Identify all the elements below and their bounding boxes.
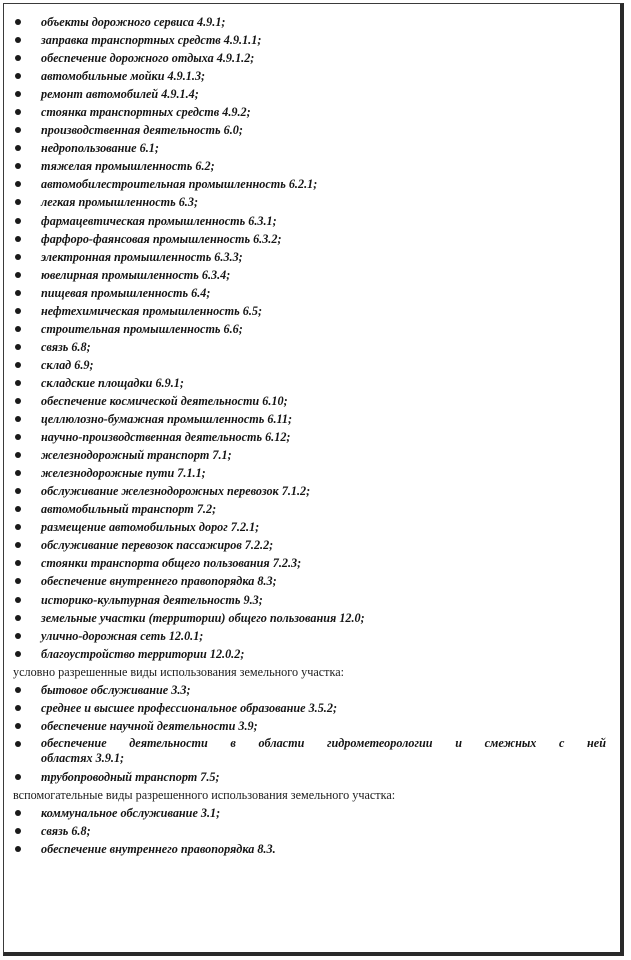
list-item-text: недропользование 6.1;	[41, 141, 159, 156]
list-item	[4, 175, 620, 193]
list-item-text: земельные участки (территории) общего пользования 12.0;	[41, 610, 365, 625]
list-item	[4, 157, 620, 175]
list-item-text: объекты дорожного сервиса 4.9.1;	[41, 15, 226, 29]
document-page	[3, 3, 624, 956]
bullet-icon	[15, 723, 21, 729]
bullet-icon	[15, 236, 21, 242]
list-item-text: железнодорожные пути 7.1.1;	[41, 466, 206, 481]
list-item-text: обеспечение дорожного отдыха 4.9.1.2;	[41, 51, 255, 66]
list-item-text: обслуживание железнодорожных перевозок 7.1.2;	[41, 484, 311, 499]
list-item	[4, 193, 620, 211]
list-item-text: обслуживание перевозок пассажиров 7.2.2;	[41, 538, 274, 553]
list-item	[4, 338, 620, 356]
list-item-text: размещение автомобильных дорог 7.2.1;	[41, 520, 260, 535]
list-item	[4, 139, 620, 157]
bullet-icon	[15, 272, 21, 278]
bullet-icon	[15, 506, 21, 512]
list-item	[4, 840, 620, 858]
bullet-icon	[15, 398, 21, 404]
list-item	[4, 735, 620, 768]
list-item-text: производственная деятельность 6.0;	[41, 123, 243, 138]
list-item-text: автомобилестроительная промышленность 6.2.1;	[41, 177, 318, 192]
list-item-text: научно-производственная деятельность 6.12;	[41, 430, 291, 445]
list-item-text: целлюлозно-бумажная промышленность 6.11;	[41, 412, 293, 427]
list-item-text: электронная промышленность 6.3.3;	[41, 249, 243, 264]
list-item-text: легкая промышленность 6.3;	[41, 195, 199, 210]
list-item	[4, 572, 620, 590]
list-item-text: среднее и высшее профессиональное образование 3.5.2;	[41, 700, 338, 715]
bullet-icon	[15, 199, 21, 205]
bullet-icon	[15, 741, 21, 747]
list-item	[4, 212, 620, 230]
list-item	[4, 284, 620, 302]
bullet-icon	[15, 434, 21, 440]
list-item	[4, 31, 620, 49]
bullet-icon	[15, 109, 21, 115]
bullet-icon	[15, 810, 21, 816]
bullet-icon	[15, 73, 21, 79]
list-item-text: обеспечение внутреннего правопорядка 8.3.	[41, 841, 276, 856]
bullet-icon	[15, 470, 21, 476]
bullet-icon	[15, 774, 21, 780]
list-item-text: коммунальное обслуживание 3.1;	[41, 805, 221, 820]
bullet-icon	[15, 218, 21, 224]
list-item	[4, 822, 620, 840]
permitted-uses-list	[4, 13, 620, 663]
list-item-text: историко-культурная деятельность 9.3;	[41, 592, 263, 607]
document-content	[4, 13, 620, 858]
list-item-text: ювелирная промышленность 6.3.4;	[41, 267, 231, 282]
bullet-icon	[15, 308, 21, 314]
list-item	[4, 103, 620, 121]
list-item	[4, 554, 620, 572]
list-item-text: стоянка транспортных средств 4.9.2;	[41, 105, 251, 120]
list-item	[4, 85, 620, 103]
list-item	[4, 627, 620, 645]
bullet-icon	[15, 37, 21, 43]
list-item	[4, 591, 620, 609]
list-item-text: связь 6.8;	[41, 823, 91, 838]
list-item-text: автомобильные мойки 4.9.1.3;	[41, 69, 206, 84]
list-item	[4, 392, 620, 410]
bullet-icon	[15, 163, 21, 169]
list-item-text: бытовое обслуживание 3.3;	[41, 682, 191, 697]
list-item	[4, 121, 620, 139]
list-item-text: складские площадки 6.9.1;	[41, 375, 184, 390]
list-item-text: стоянки транспорта общего пользования 7.2.3;	[41, 556, 302, 571]
bullet-icon	[15, 705, 21, 711]
list-item	[4, 699, 620, 717]
bullet-icon	[15, 828, 21, 834]
list-item-text: строительная промышленность 6.6;	[41, 321, 243, 336]
list-item	[4, 248, 620, 266]
list-item-text: автомобильный транспорт 7.2;	[41, 502, 217, 517]
list-item-text: благоустройство территории 12.0.2;	[41, 646, 245, 661]
bullet-icon	[15, 380, 21, 386]
list-item	[4, 230, 620, 248]
list-item	[4, 13, 620, 31]
bullet-icon	[15, 651, 21, 657]
list-item-text: трубопроводный транспорт 7.5;	[41, 769, 220, 784]
bullet-icon	[15, 488, 21, 494]
list-item-text: нефтехимическая промышленность 6.5;	[41, 303, 263, 318]
list-item	[4, 681, 620, 699]
list-item-text: тяжелая промышленность 6.2;	[41, 159, 215, 174]
list-item-text: обеспечение научной деятельности 3.9;	[41, 718, 258, 733]
list-item	[4, 67, 620, 85]
bullet-icon	[15, 254, 21, 260]
bullet-icon	[15, 290, 21, 296]
list-item-text: связь 6.8;	[41, 339, 91, 354]
list-item	[4, 302, 620, 320]
bullet-icon	[15, 91, 21, 97]
bullet-icon	[15, 542, 21, 548]
bullet-icon	[15, 560, 21, 566]
bullet-icon	[15, 19, 21, 25]
auxiliary-uses-heading: вспомогательные виды разрешенного использования земельного участка:	[13, 787, 396, 802]
conditional-uses-heading: условно разрешенные виды использования земельного участка:	[13, 664, 345, 679]
bullet-icon	[15, 452, 21, 458]
list-item-text: склад 6.9;	[41, 357, 94, 372]
list-item	[4, 518, 620, 536]
list-item-text: улично-дорожная сеть 12.0.1;	[41, 628, 204, 643]
list-item	[4, 464, 620, 482]
list-item-text: обеспечение космической деятельности 6.10;	[41, 393, 288, 408]
list-item-text: фармацевтическая промышленность 6.3.1;	[41, 213, 277, 228]
list-item	[4, 500, 620, 518]
bullet-icon	[15, 578, 21, 584]
list-item-text: железнодорожный транспорт 7.1;	[41, 448, 232, 463]
list-item-text: обеспечение деятельности в области гидрометеорологии и смежных с ней	[41, 735, 606, 750]
list-item	[4, 645, 620, 663]
conditional-uses-list	[4, 681, 620, 786]
list-item	[4, 428, 620, 446]
list-item	[4, 717, 620, 735]
list-item	[4, 374, 620, 392]
list-item	[4, 768, 620, 786]
list-item	[4, 356, 620, 374]
bullet-icon	[15, 846, 21, 852]
list-item-text: обеспечение внутреннего правопорядка 8.3;	[41, 574, 277, 589]
auxiliary-uses-list	[4, 804, 620, 858]
bullet-icon	[15, 326, 21, 332]
bullet-icon	[15, 524, 21, 530]
bullet-icon	[15, 416, 21, 422]
list-item	[4, 536, 620, 554]
list-item	[4, 49, 620, 67]
list-item	[4, 266, 620, 284]
list-item-text: пищевая промышленность 6.4;	[41, 285, 211, 300]
bullet-icon	[15, 181, 21, 187]
list-item	[4, 320, 620, 338]
list-item	[4, 482, 620, 500]
bullet-icon	[15, 633, 21, 639]
bullet-icon	[15, 55, 21, 61]
bullet-icon	[15, 597, 21, 603]
list-item-text-continued: областях 3.9.1;	[41, 750, 125, 765]
bullet-icon	[15, 145, 21, 151]
bullet-icon	[15, 344, 21, 350]
bullet-icon	[15, 615, 21, 621]
bullet-icon	[15, 362, 21, 368]
list-item	[4, 804, 620, 822]
list-item	[4, 609, 620, 627]
bullet-icon	[15, 127, 21, 133]
list-item-text: фарфоро-фаянсовая промышленность 6.3.2;	[41, 231, 282, 246]
list-item	[4, 446, 620, 464]
list-item	[4, 410, 620, 428]
bullet-icon	[15, 687, 21, 693]
list-item-text: ремонт автомобилей 4.9.1.4;	[41, 87, 199, 102]
list-item-text: заправка транспортных средств 4.9.1.1;	[41, 33, 262, 48]
